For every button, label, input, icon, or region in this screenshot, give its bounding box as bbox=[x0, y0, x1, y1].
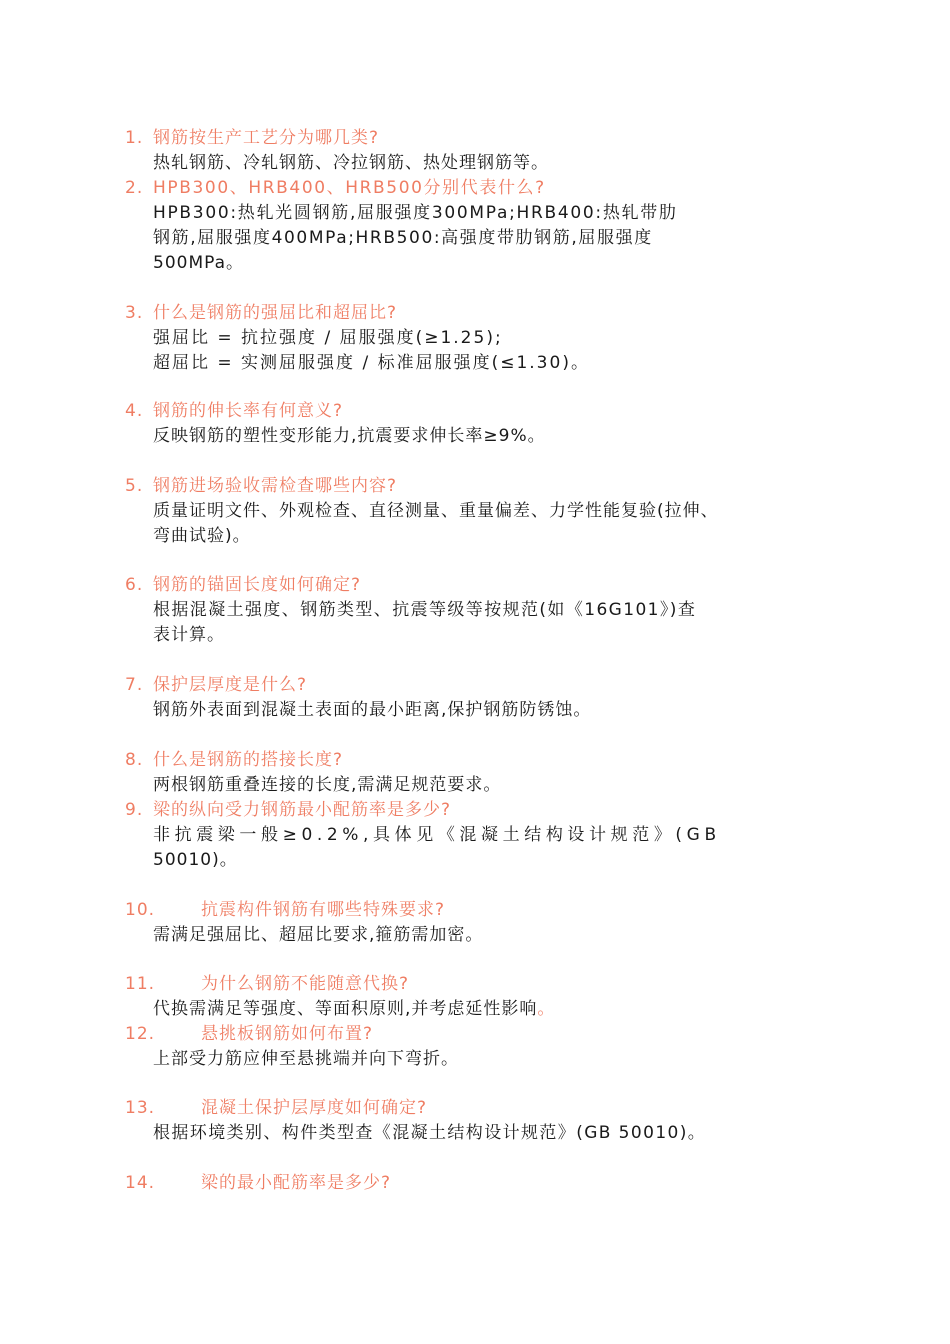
question-text: 梁的最小配筋率是多少? bbox=[201, 1173, 392, 1193]
question-5 bbox=[125, 474, 397, 499]
question-14 bbox=[125, 1171, 391, 1196]
answer-1-line-1: 热轧钢筋、冷轧钢筋、冷拉钢筋、热处理钢筋等。 bbox=[153, 153, 549, 173]
question-number: 11. bbox=[125, 974, 156, 994]
question-13 bbox=[125, 1096, 427, 1121]
question-text: 抗震构件钢筋有哪些特殊要求? bbox=[201, 900, 446, 920]
question-4 bbox=[125, 399, 343, 424]
answer-text: 代换需满足等强度、等面积原则,并考虑延性影响 bbox=[153, 999, 538, 1019]
answer-11-line-1 bbox=[153, 997, 555, 1022]
question-number: 3. bbox=[125, 303, 144, 323]
answer-6-line-1: 根据混凝土强度、钢筋类型、抗震等级等按规范(如《16G101》)查 bbox=[153, 600, 697, 620]
question-number: 14. bbox=[125, 1173, 156, 1193]
question-number: 1. bbox=[125, 128, 144, 148]
answer-6-line-2: 表计算。 bbox=[153, 625, 225, 645]
question-text: 钢筋的伸长率有何意义? bbox=[153, 401, 344, 421]
answer-10-line-1: 需满足强屈比、超屈比要求,箍筋需加密。 bbox=[153, 925, 484, 945]
question-number: 9. bbox=[125, 800, 144, 820]
answer-2-line-1: HPB300:热轧光圆钢筋,屈服强度300MPa;HRB400:热轧带肋 bbox=[153, 203, 678, 223]
question-number: 7. bbox=[125, 675, 144, 695]
answer-5-line-2: 弯曲试验)。 bbox=[153, 526, 251, 546]
question-text: 什么是钢筋的搭接长度? bbox=[153, 750, 344, 770]
answer-4-line-1: 反映钢筋的塑性变形能力,抗震要求伸长率≥9%。 bbox=[153, 426, 546, 446]
answer-3-line-1: 强屈比 = 抗拉强度 / 屈服强度(≥1.25); bbox=[153, 328, 503, 348]
question-text: 钢筋的锚固长度如何确定? bbox=[153, 575, 362, 595]
answer-8-line-1: 两根钢筋重叠连接的长度,需满足规范要求。 bbox=[153, 775, 502, 795]
question-number: 12. bbox=[125, 1024, 156, 1044]
answer-5-line-1: 质量证明文件、外观检查、直径测量、重量偏差、力学性能复验(拉伸、 bbox=[153, 501, 719, 521]
question-number: 6. bbox=[125, 575, 144, 595]
answer-13-line-1: 根据环境类别、构件类型查《混凝土结构设计规范》(GB 50010)。 bbox=[153, 1123, 707, 1143]
answer-2-line-2: 钢筋,屈服强度400MPa;HRB500:高强度带肋钢筋,屈服强度 bbox=[153, 228, 653, 248]
question-number: 13. bbox=[125, 1098, 156, 1118]
answer-3-line-2: 超屈比 = 实测屈服强度 / 标准屈服强度(≤1.30)。 bbox=[153, 353, 590, 373]
question-9 bbox=[125, 798, 451, 823]
question-number: 8. bbox=[125, 750, 144, 770]
answer-7-line-1: 钢筋外表面到混凝土表面的最小距离,保护钢筋防锈蚀。 bbox=[153, 700, 592, 720]
question-7 bbox=[125, 673, 307, 698]
question-number: 5. bbox=[125, 476, 144, 496]
question-text: 保护层厚度是什么? bbox=[153, 675, 308, 695]
question-text: 为什么钢筋不能随意代换? bbox=[201, 974, 410, 994]
question-text: 悬挑板钢筋如何布置? bbox=[201, 1024, 374, 1044]
question-text: 钢筋按生产工艺分为哪几类? bbox=[153, 128, 380, 148]
answer-9-line-2: 50010)。 bbox=[153, 850, 238, 870]
answer-12-line-1: 上部受力筋应伸至悬挑端并向下弯折。 bbox=[153, 1049, 459, 1069]
answer-9-line-1: 非抗震梁一般≥0.2%,具体见《混凝土结构设计规范》(GB bbox=[153, 825, 721, 845]
question-number: 4. bbox=[125, 401, 144, 421]
question-11 bbox=[125, 972, 409, 997]
question-text: HPB300、HRB400、HRB500分别代表什么? bbox=[153, 178, 546, 198]
question-2 bbox=[125, 176, 546, 201]
question-text: 什么是钢筋的强屈比和超屈比? bbox=[153, 303, 398, 323]
question-6 bbox=[125, 573, 361, 598]
question-8 bbox=[125, 748, 343, 773]
question-text: 混凝土保护层厚度如何确定? bbox=[201, 1098, 428, 1118]
question-1 bbox=[125, 126, 379, 151]
question-12 bbox=[125, 1022, 373, 1047]
question-number: 2. bbox=[125, 178, 144, 198]
question-3 bbox=[125, 301, 397, 326]
question-number: 10. bbox=[125, 900, 156, 920]
question-text: 梁的纵向受力钢筋最小配筋率是多少? bbox=[153, 800, 452, 820]
answer-tail-punctuation: 。 bbox=[537, 999, 556, 1019]
question-text: 钢筋进场验收需检查哪些内容? bbox=[153, 476, 398, 496]
answer-2-line-3: 500MPa。 bbox=[153, 253, 245, 273]
question-10 bbox=[125, 898, 445, 923]
